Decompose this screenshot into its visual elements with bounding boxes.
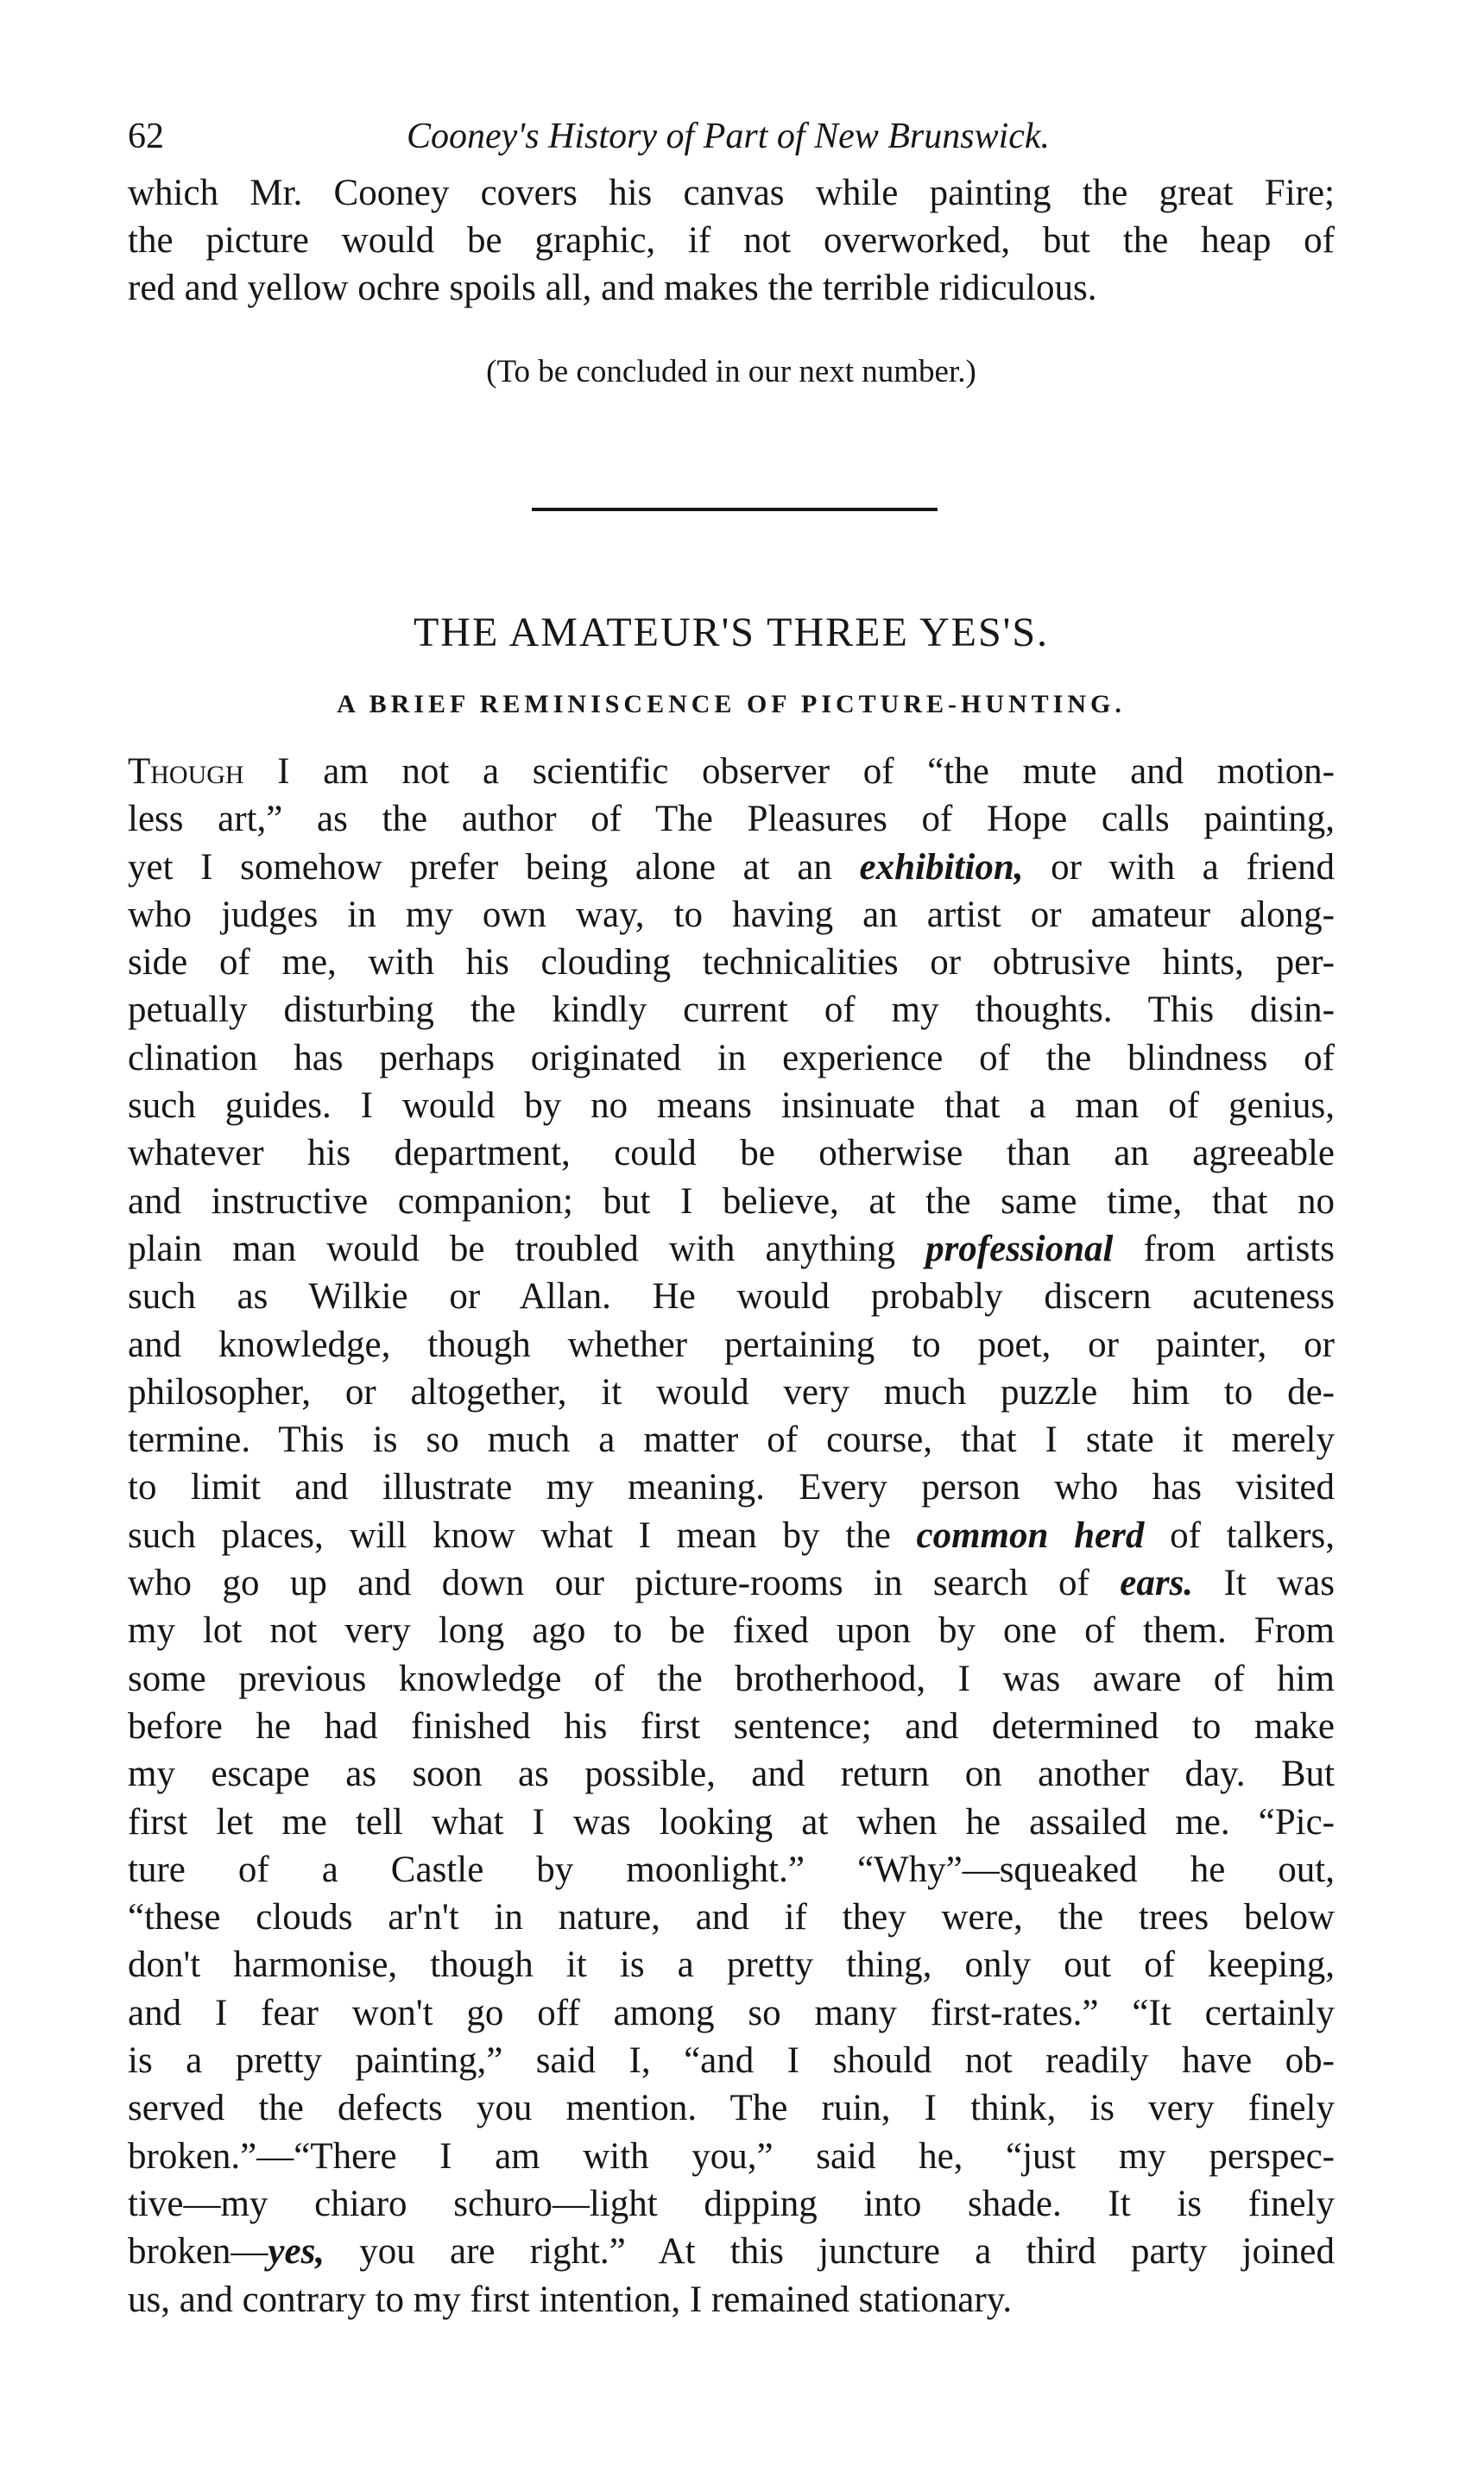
- preceding-article-text: [128, 169, 1335, 312]
- text-segment: yet I somehow prefer being alone at an: [128, 846, 860, 888]
- text-line: [128, 2084, 1335, 2132]
- article-subtitle: A BRIEF REMINISCENCE OF PICTURE-HUNTING.: [337, 690, 1126, 718]
- text-segment: you are right.” At this juncture a third party joined: [325, 2231, 1335, 2273]
- text-line: [128, 1178, 1335, 1225]
- running-title: Cooney's History of Part of New Brunswick.: [406, 117, 1051, 156]
- emphasized-text: common herd: [916, 1514, 1145, 1556]
- text-line: [128, 1894, 1335, 1941]
- text-line: [128, 1559, 1335, 1607]
- text-line: [128, 1512, 1335, 1559]
- text-line: which Mr. Cooney covers his canvas while painting the great Fire;: [128, 173, 1335, 213]
- text-segment: side of me, with his clouding technicalities or obtrusive hints, per-: [128, 942, 1335, 983]
- text-segment: is a pretty painting,” said I, “and I should not readily have ob-: [128, 2040, 1335, 2082]
- text-line: [128, 1321, 1335, 1369]
- text-line: [128, 939, 1335, 986]
- text-line: [128, 1416, 1335, 1464]
- text-line: [128, 795, 1335, 843]
- text-segment: ture of a Castle by moonlight.” “Why”—squeaked he out,: [128, 1849, 1335, 1890]
- text-segment: such guides. I would by no means insinuate that a man of genius,: [128, 1085, 1335, 1127]
- text-segment: to limit and illustrate my meaning. Every person who has visited: [128, 1467, 1335, 1508]
- text-segment: some previous knowledge of the brotherhood, I was aware of him: [128, 1658, 1335, 1699]
- text-line: red and yellow ochre spoils all, and makes the terrible ridiculous.: [128, 268, 1097, 308]
- text-line: [128, 1082, 1335, 1129]
- text-segment: broken.”—“There I am with you,” said he, “just my perspec-: [128, 2135, 1335, 2177]
- text-segment: of talkers,: [1144, 1514, 1335, 1556]
- text-line: [128, 1846, 1335, 1894]
- text-segment: us, and contrary to my first intention, I remained stationary.: [128, 2279, 1013, 2320]
- text-line: [128, 1225, 1335, 1273]
- section-divider: [532, 508, 938, 511]
- text-segment: broken—: [128, 2231, 268, 2273]
- text-segment: petually disturbing the kindly current of my thoughts. This disin-: [128, 990, 1335, 1031]
- text-segment: or with a friend: [1023, 846, 1335, 888]
- text-line: [128, 986, 1335, 1034]
- text-segment: first let me tell what I was looking at when he assailed me. “Pic-: [128, 1801, 1335, 1843]
- text-segment: whatever his department, could be otherwise than an agreeable: [128, 1133, 1335, 1174]
- text-line: [128, 1273, 1335, 1320]
- text-line: [128, 2180, 1335, 2228]
- running-head: [128, 111, 1329, 162]
- text-line: [128, 1799, 1335, 1846]
- text-line: [128, 2037, 1335, 2084]
- text-segment: my escape as soon as possible, and return on another day. But: [128, 1754, 1335, 1795]
- text-line: [128, 1464, 1335, 1511]
- text-line: [128, 891, 1335, 939]
- text-segment: It was: [1193, 1563, 1335, 1604]
- text-line: [128, 1034, 1335, 1082]
- text-segment: who go up and down our picture-rooms in search of: [128, 1563, 1121, 1604]
- emphasized-text: professional: [925, 1228, 1114, 1269]
- text-segment: such places, will know what I mean by the: [128, 1514, 917, 1556]
- text-segment: “these clouds ar'n't in nature, and if they were, the trees below: [128, 1897, 1335, 1938]
- text-line: [128, 1941, 1335, 1989]
- text-segment: before he had finished his first sentence; and determined to make: [128, 1705, 1335, 1747]
- text-segment: tive—my chiaro schuro—light dipping into shade. It is finely: [128, 2183, 1335, 2224]
- text-line: [128, 1989, 1335, 2037]
- text-segment: and knowledge, though whether pertaining to poet, or painter, or: [128, 1324, 1335, 1365]
- text-segment: don't harmonise, though it is a pretty thing, only out of keeping,: [128, 1944, 1335, 1986]
- text-line: [128, 1369, 1335, 1416]
- text-line: [128, 2276, 1335, 2324]
- text-line: [128, 844, 1335, 891]
- text-line: [128, 2133, 1335, 2180]
- text-segment: my lot not very long ago to be fixed upon by one of them. From: [128, 1610, 1335, 1652]
- text-segment: who judges in my own way, to having an artist or amateur along-: [128, 894, 1335, 935]
- text-segment: and I fear won't go off among so many first-rates.” “It certainly: [128, 1992, 1335, 2033]
- text-line: the picture would be graphic, if not overworked, but the heap of: [128, 220, 1335, 261]
- text-segment: less art,” as the author of The Pleasures of Hope calls painting,: [128, 799, 1335, 840]
- text-line: [128, 1129, 1335, 1177]
- text-line: [128, 1703, 1335, 1750]
- continuation-note: (To be concluded in our next number.): [486, 354, 976, 389]
- text-segment: and instructive companion; but I believe, at the same time, that no: [128, 1180, 1335, 1222]
- text-segment: I am not a scientific observer of “the mute and motion-: [243, 751, 1335, 792]
- page-number: 62: [128, 117, 164, 156]
- text-line: [128, 1750, 1335, 1798]
- text-segment: philosopher, or altogether, it would very much puzzle him to de-: [128, 1371, 1335, 1413]
- text-line: [128, 1655, 1335, 1703]
- text-segment: plain man would be troubled with anything: [128, 1228, 926, 1269]
- emphasized-text: yes,: [268, 2231, 325, 2273]
- text-segment: termine. This is so much a matter of course, that I state it merely: [128, 1420, 1335, 1461]
- text-segment: such as Wilkie or Allan. He would probably discern acuteness: [128, 1276, 1335, 1318]
- text-segment: served the defects you mention. The ruin, I think, is very finely: [128, 2088, 1335, 2129]
- emphasized-text: ears.: [1120, 1563, 1194, 1604]
- opening-word: Though: [128, 751, 244, 792]
- text-line: [128, 2228, 1335, 2275]
- text-segment: clination has perhaps originated in experience of the blindness of: [128, 1037, 1335, 1078]
- article-title: THE AMATEUR'S THREE YES'S.: [413, 610, 1050, 655]
- text-segment: from artists: [1113, 1228, 1335, 1269]
- article-body: [128, 748, 1335, 2324]
- text-line: [128, 748, 1335, 795]
- emphasized-text: exhibition,: [859, 846, 1024, 888]
- text-line: [128, 1607, 1335, 1654]
